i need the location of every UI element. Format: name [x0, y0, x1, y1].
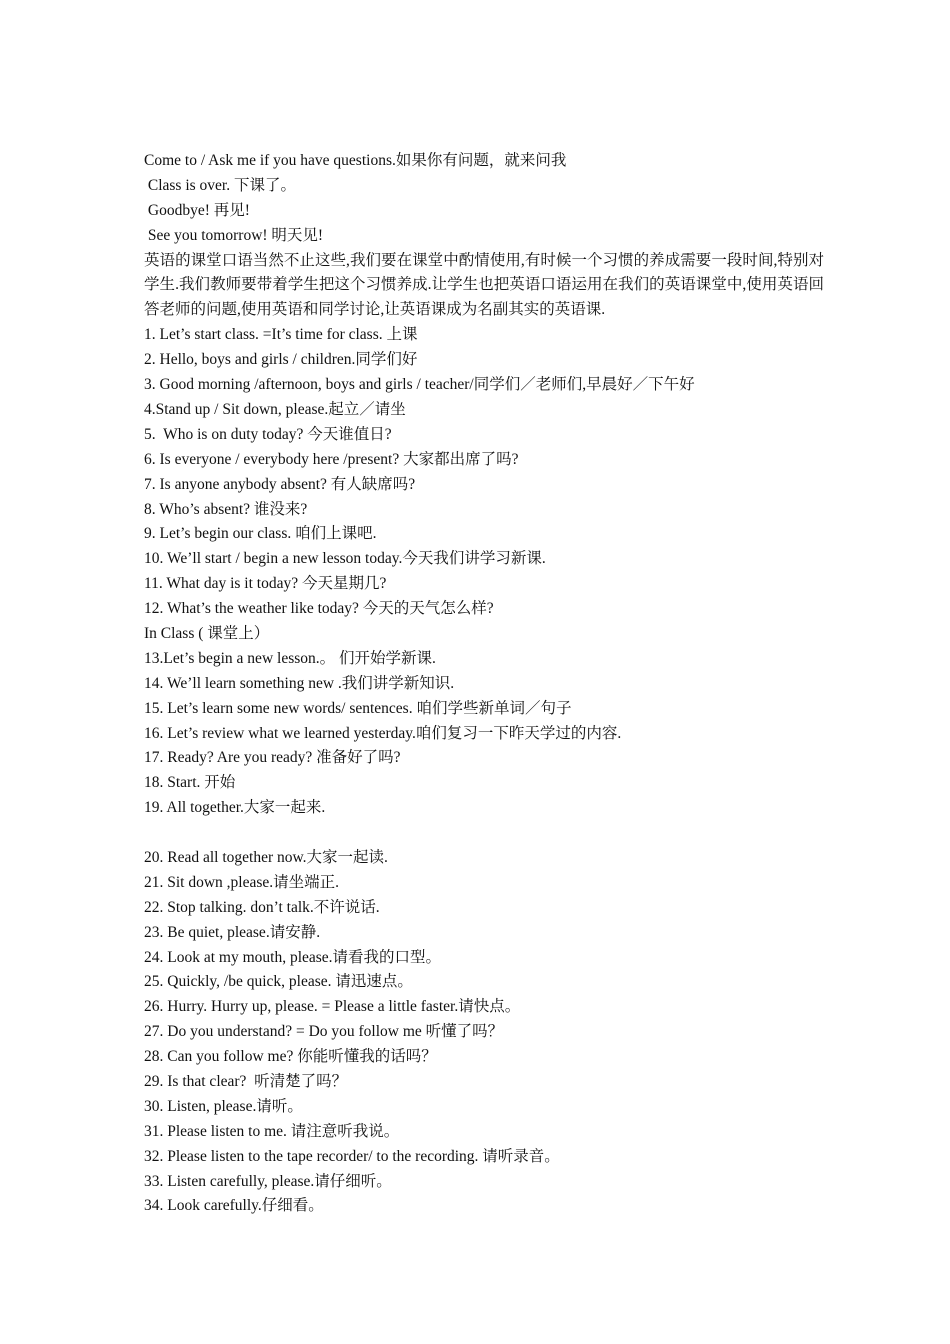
- list-item: 1. Let’s start class. =It’s time for class. 上课: [144, 326, 418, 344]
- list-item: 9. Let’s begin our class. 咱们上课吧.: [144, 525, 377, 543]
- list-item: 14. We’ll learn something new .我们讲学新知识.: [144, 674, 455, 692]
- list-item: 21. Sit down ,please.请坐端正.: [144, 873, 340, 891]
- list-item: In Class ( 课堂上）: [144, 624, 270, 642]
- document-body: [144, 149, 824, 1219]
- list-item: 27. Do you understand? = Do you follow me 听懂了吗？: [144, 1023, 504, 1041]
- text-line: Class is over. 下课了。: [144, 176, 296, 194]
- list-item: 19. All together.大家一起来.: [144, 799, 326, 817]
- list-item: 23. Be quiet, please.请安静.: [144, 923, 321, 941]
- list-item: 16. Let’s review what we learned yesterday.咱们复习一下昨天学过的内容.: [144, 724, 622, 742]
- list-item: 20. Read all together now.大家一起读.: [144, 848, 388, 866]
- list-item: 8. Who’s absent? 谁没来?: [144, 500, 308, 518]
- list-item: 5. Who is on duty today? 今天谁值日?: [144, 425, 392, 443]
- text-line: Goodbye! 再见!: [144, 201, 250, 219]
- list-item: 2. Hello, boys and girls / children.同学们好: [144, 351, 418, 369]
- list-item: 17. Ready? Are you ready? 准备好了吗?: [144, 749, 401, 767]
- list-item: 7. Is anyone anybody absent? 有人缺席吗?: [144, 475, 416, 493]
- list-item: 6. Is everyone / everybody here /present? 大家都出席了吗?: [144, 450, 519, 468]
- phrase-list: [144, 323, 824, 1219]
- list-item: 13.Let’s begin a new lesson.。 们开始学新课.: [144, 649, 436, 667]
- list-item: 25. Quickly, /be quick, please. 请迅速点。: [144, 973, 413, 991]
- blank-line: [144, 821, 824, 846]
- list-item: 28. Can you follow me? 你能听懂我的话吗？: [144, 1048, 437, 1066]
- list-item: 24. Look at my mouth, please.请看我的口型。: [144, 948, 442, 966]
- text-line: Come to / Ask me if you have questions.如果你有问题，就来问我: [144, 152, 567, 169]
- list-item: 31. Please listen to me. 请注意听我说。: [144, 1122, 400, 1140]
- list-item: 12. What’s the weather like today? 今天的天气怎么样?: [144, 600, 494, 618]
- list-item: 34. Look carefully.仔细看。: [144, 1197, 324, 1215]
- list-item: 11. What day is it today? 今天星期几?: [144, 575, 387, 593]
- list-item: 29. Is that clear? 听清楚了吗？: [144, 1073, 348, 1090]
- list-item: 26. Hurry. Hurry up, please. = Please a little faster.请快点。: [144, 998, 521, 1016]
- list-item: 30. Listen, please.请听。: [144, 1097, 303, 1115]
- list-item: 4.Stand up / Sit down, please.起立／请坐: [144, 400, 406, 418]
- list-item: 18. Start. 开始: [144, 774, 236, 792]
- list-item: 10. We’ll start / begin a new lesson today.今天我们讲学习新课.: [144, 550, 546, 568]
- list-item: 15. Let’s learn some new words/ sentences. 咱们学些新单词／句子: [144, 699, 572, 717]
- body-paragraph: 英语的课堂口语当然不止这些,我们要在课堂中酌情使用,有时候一个习惯的养成需要一段时间,特别对学生.我们教师要带着学生把这个习惯养成.让学生也把英语口语运用在我们的英语课堂中,使用英语回答老师的问题,使用英语和同学讨论,让英语课成为名副其实的英语课.: [144, 251, 824, 319]
- list-item: 32. Please listen to the tape recorder/ to the recording. 请听录音。: [144, 1147, 560, 1165]
- text-line: See you tomorrow! 明天见!: [144, 226, 324, 244]
- list-item: 22. Stop talking. don’t talk.不许说话.: [144, 898, 380, 916]
- list-item: 33. Listen carefully, please.请仔细听。: [144, 1172, 392, 1190]
- list-item: 3. Good morning /afternoon, boys and girls / teacher/同学们／老师们,早晨好／下午好: [144, 376, 695, 394]
